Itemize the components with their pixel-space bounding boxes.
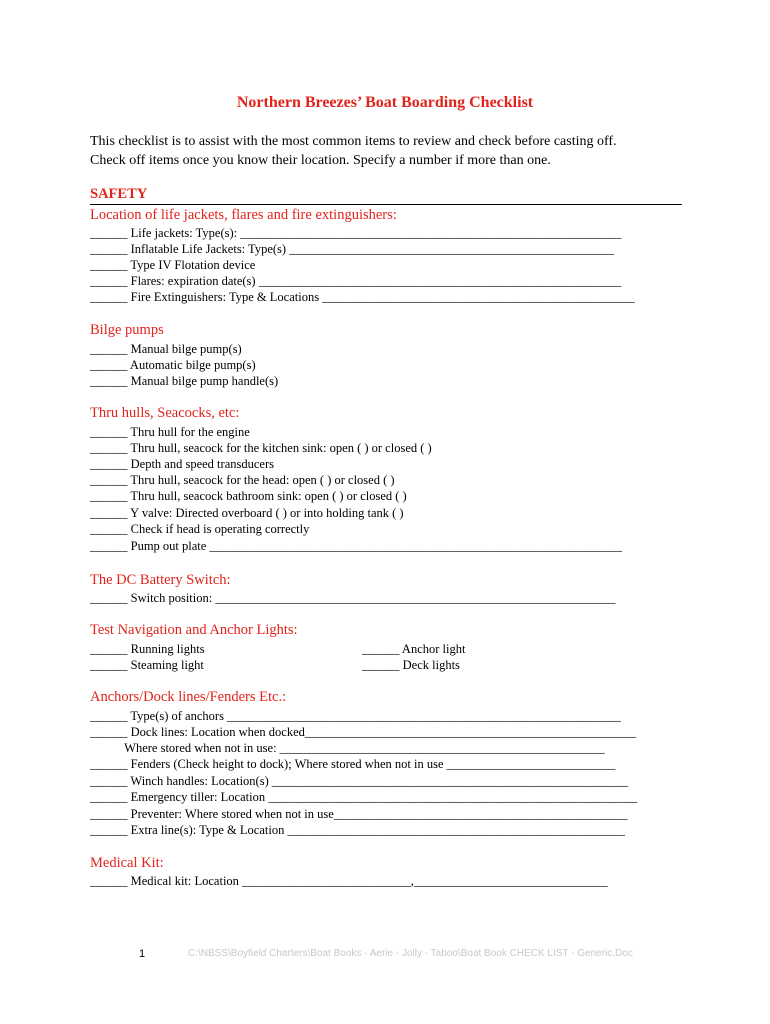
checklist-item: ______ Type(s) of anchors _______________________________________________________________: [90, 709, 621, 723]
page-title: Northern Breezes’ Boat Boarding Checklist: [236, 94, 534, 111]
checklist-item: ______ Manual bilge pump(s): [90, 342, 242, 356]
page-number: 1: [139, 948, 146, 960]
checklist-item: ______ Deck lights: [362, 658, 460, 672]
checklist-item: ______ Flares: expiration date(s) __________________________________________________________: [90, 274, 622, 288]
checklist-item: ______ Medical kit: Location ___________________________,_______________________________: [90, 874, 608, 888]
battery-heading: The DC Battery Switch:: [90, 572, 231, 588]
intro-line-2: Check off items once you know their location. Specify a number if more than one.: [90, 153, 551, 168]
safety-heading: SAFETY: [90, 186, 682, 205]
checklist-item: ______ Anchor light: [362, 642, 466, 656]
checklist-item: ______ Check if head is operating correctly: [90, 522, 310, 536]
checklist-item: ______ Inflatable Life Jackets: Type(s) ____________________________________________________: [90, 242, 615, 256]
checklist-item: ______ Fenders (Check height to dock); Where stored when not in use ___________________________: [90, 757, 616, 771]
checklist-item: ______ Pump out plate __________________________________________________________________: [90, 539, 622, 553]
checklist-item: ______ Depth and speed transducers: [90, 457, 274, 471]
checklist-item: ______ Thru hull, seacock bathroom sink: open ( ) or closed ( ): [90, 489, 407, 503]
checklist-item: ______ Manual bilge pump handle(s): [90, 374, 279, 388]
checklist-item: ______ Y valve: Directed overboard ( ) or into holding tank ( ): [90, 506, 404, 520]
checklist-item: ______ Life jackets: Type(s): _____________________________________________________________: [90, 226, 622, 240]
checklist-item: ______ Emergency tiller: Location ___________________________________________________________: [90, 790, 637, 804]
anchors-heading: Anchors/Dock lines/Fenders Etc.:: [90, 689, 287, 705]
medical-heading: Medical Kit:: [90, 855, 164, 871]
safety-subheading: Location of life jackets, flares and fire extinguishers:: [90, 207, 397, 223]
nav-lights-heading: Test Navigation and Anchor Lights:: [90, 622, 298, 638]
checklist-item: ______ Dock lines: Location when docked_____________________________________________________: [90, 725, 637, 739]
checklist-item: Where stored when not in use: ____________________________________________________: [90, 741, 605, 755]
checklist-item: ______ Thru hull for the engine: [90, 425, 250, 439]
checklist-item: ______ Thru hull, seacock for the head: open ( ) or closed ( ): [90, 473, 395, 487]
checklist-item: ______ Steaming light: [90, 658, 204, 672]
thru-hulls-heading: Thru hulls, Seacocks, etc:: [90, 405, 240, 421]
checklist-item: ______ Preventer: Where stored when not in use_______________________________________________: [90, 807, 628, 821]
checklist-item: ______ Running lights: [90, 642, 205, 656]
checklist-item: ______ Automatic bilge pump(s): [90, 358, 256, 372]
checklist-item: ______ Extra line(s): Type & Location ______________________________________________________: [90, 823, 625, 837]
checklist-item: ______ Switch position: ________________________________________________________________: [90, 591, 616, 605]
intro-line-1: This checklist is to assist with the most common items to review and check before casting off.: [90, 134, 617, 149]
checklist-item: ______ Fire Extinguishers: Type & Locations __________________________________________________: [90, 290, 635, 304]
checklist-item: ______ Type IV Flotation device: [90, 258, 256, 272]
file-path-footer: C:\NBSS\Boyfield Charters\Boat Books - Aerie - Jolly - Taboo\Boat Book CHECK LIST - Generic.Doc: [188, 948, 633, 959]
checklist-item: ______ Winch handles: Location(s) _________________________________________________________: [90, 774, 629, 788]
bilge-heading: Bilge pumps: [90, 322, 164, 338]
checklist-item: ______ Thru hull, seacock for the kitchen sink: open ( ) or closed ( ): [90, 441, 432, 455]
